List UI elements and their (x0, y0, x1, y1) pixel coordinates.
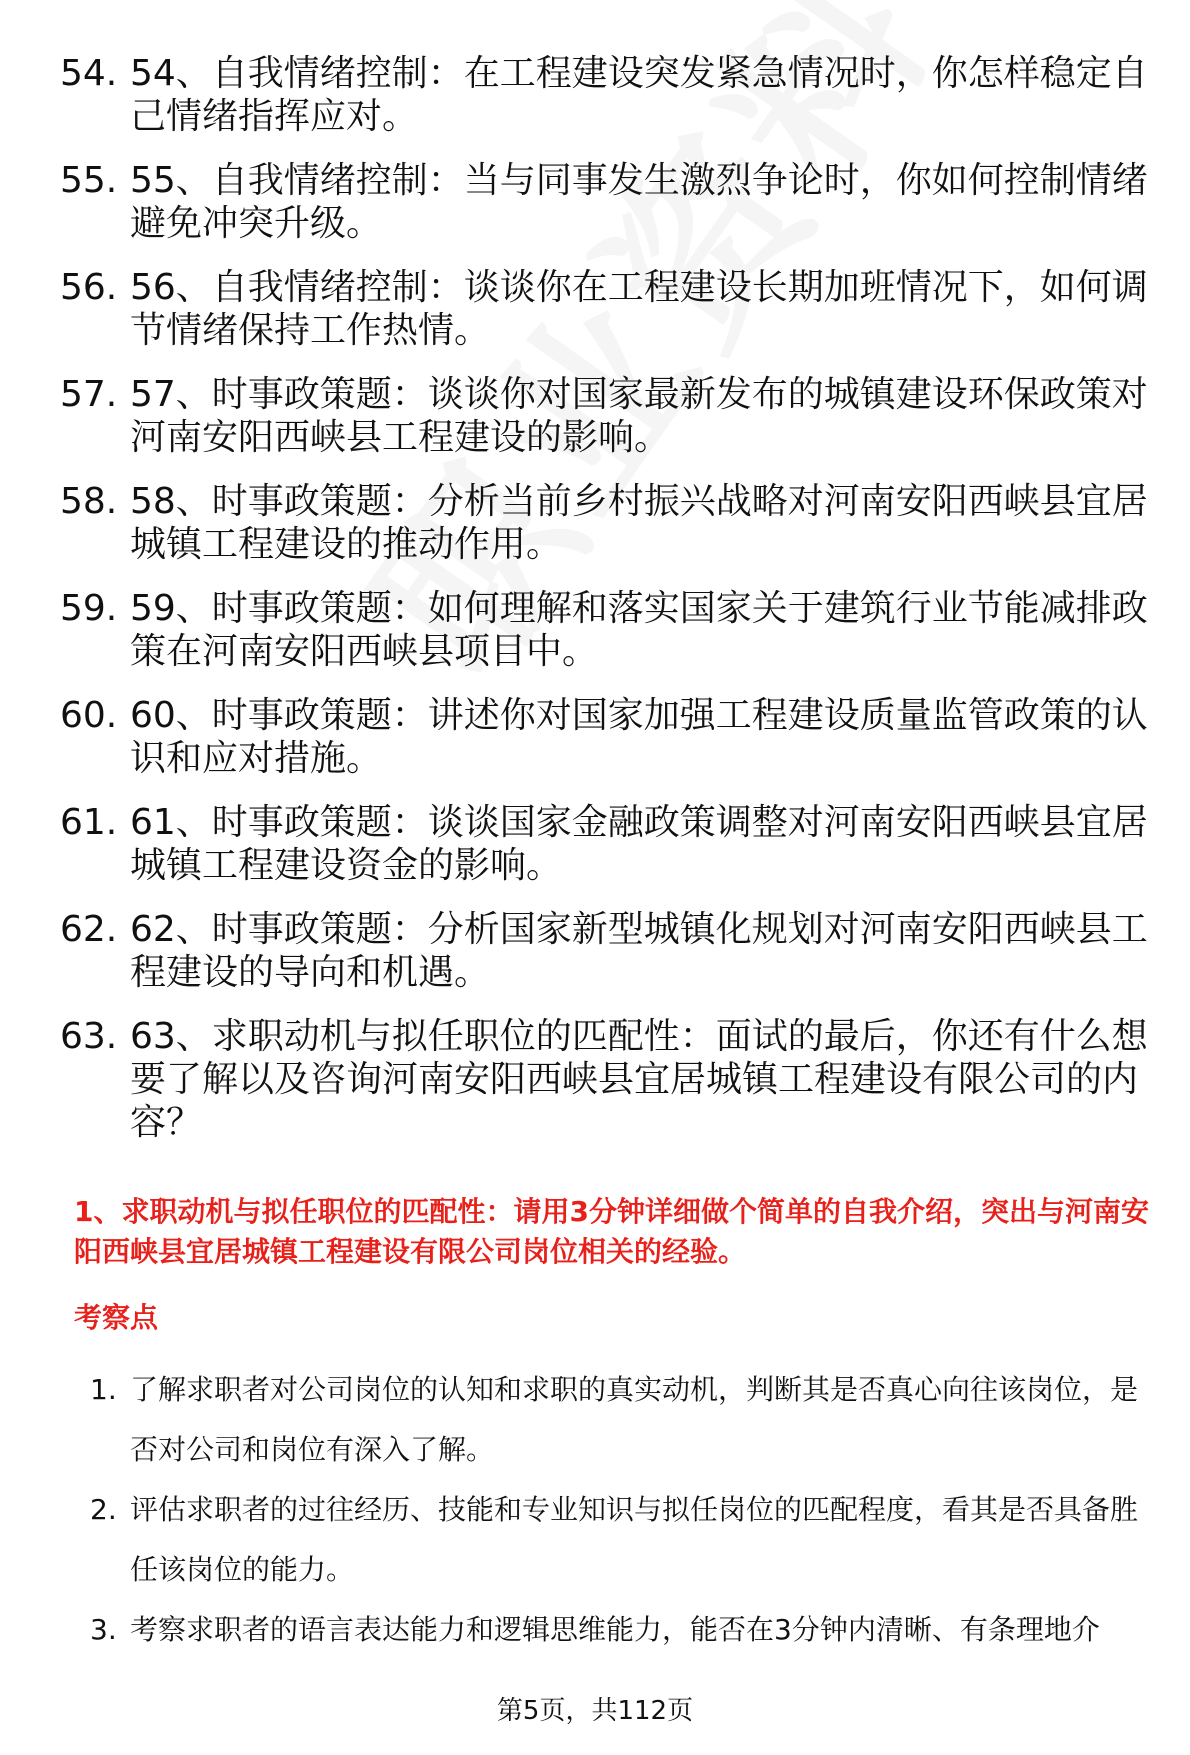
list-item (0, 587, 1190, 673)
list-item-text: 了解求职者对公司岗位的认知和求职的真实动机，判断其是否真心向往该岗位，是否对公司和岗位有深入了解。 (130, 1373, 1139, 1466)
list-item-text: 55、自我情绪控制：当与同事发生激烈争论时，你如何控制情绪避免冲突升级。 (130, 160, 1148, 244)
list-item-text: 57、时事政策题：谈谈你对国家最新发布的城镇建设环保政策对河南安阳西峡县工程建设的影响。 (130, 374, 1148, 458)
list-item-number: 59. (60, 588, 118, 629)
list-item-number: 58. (60, 481, 118, 522)
page-footer: 第5页，共112页 (496, 1696, 694, 1726)
question-list (0, 52, 1190, 1165)
list-item (0, 694, 1190, 780)
section-title: 1、求职动机与拟任职位的匹配性：请用3分钟详细做个简单的自我介绍，突出与河南安阳西峡县宜居城镇工程建设有限公司岗位相关的经验。 (74, 1195, 1149, 1268)
list-item (0, 801, 1190, 887)
list-item (0, 1480, 1190, 1600)
list-item-text: 58、时事政策题：分析当前乡村振兴战略对河南安阳西峡县宜居城镇工程建设的推动作用。 (130, 481, 1148, 565)
list-item-number: 1. (90, 1373, 117, 1406)
list-item (0, 159, 1190, 245)
list-item-number: 62. (60, 909, 118, 950)
list-item-text: 考察求职者的语言表达能力和逻辑思维能力，能否在3分钟内清晰、有条理地介 (130, 1613, 1100, 1646)
list-item-number: 56. (60, 267, 118, 308)
points-list (0, 1360, 1190, 1660)
list-item-text: 63、求职动机与拟任职位的匹配性：面试的最后，你还有什么想要了解以及咨询河南安阳西峡县宜居城镇工程建设有限公司的内容？ (130, 1016, 1148, 1143)
section-subtitle: 考察点 (74, 1301, 159, 1334)
list-item-text: 62、时事政策题：分析国家新型城镇化规划对河南安阳西峡县工程建设的导向和机遇。 (130, 909, 1148, 993)
list-item-number: 63. (60, 1016, 118, 1057)
list-item (0, 1360, 1190, 1480)
list-item (0, 266, 1190, 352)
list-item-text: 61、时事政策题：谈谈国家金融政策调整对河南安阳西峡县宜居城镇工程建设资金的影响。 (130, 802, 1148, 886)
list-item-number: 61. (60, 802, 118, 843)
list-item-text: 60、时事政策题：讲述你对国家加强工程建设质量监管政策的认识和应对措施。 (130, 695, 1148, 779)
list-item (0, 908, 1190, 994)
list-item-number: 3. (90, 1613, 117, 1646)
list-item-number: 60. (60, 695, 118, 736)
list-item (0, 52, 1190, 138)
list-item (0, 1015, 1190, 1144)
list-item (0, 373, 1190, 459)
section-heading-block (74, 1192, 1159, 1338)
list-item-number: 54. (60, 53, 118, 94)
list-item-number: 2. (90, 1493, 117, 1526)
list-item-text: 评估求职者的过往经历、技能和专业知识与拟任岗位的匹配程度，看其是否具备胜任该岗位的能力。 (130, 1493, 1139, 1586)
list-item-text: 59、时事政策题：如何理解和落实国家关于建筑行业节能减排政策在河南安阳西峡县项目中。 (130, 588, 1148, 672)
list-item-text: 54、自我情绪控制：在工程建设突发紧急情况时，你怎样稳定自己情绪指挥应对。 (130, 53, 1148, 137)
list-item-text: 56、自我情绪控制：谈谈你在工程建设长期加班情况下，如何调节情绪保持工作热情。 (130, 267, 1148, 351)
list-item-number: 55. (60, 160, 118, 201)
list-item-number: 57. (60, 374, 118, 415)
list-item (0, 1600, 1190, 1660)
list-item (0, 480, 1190, 566)
